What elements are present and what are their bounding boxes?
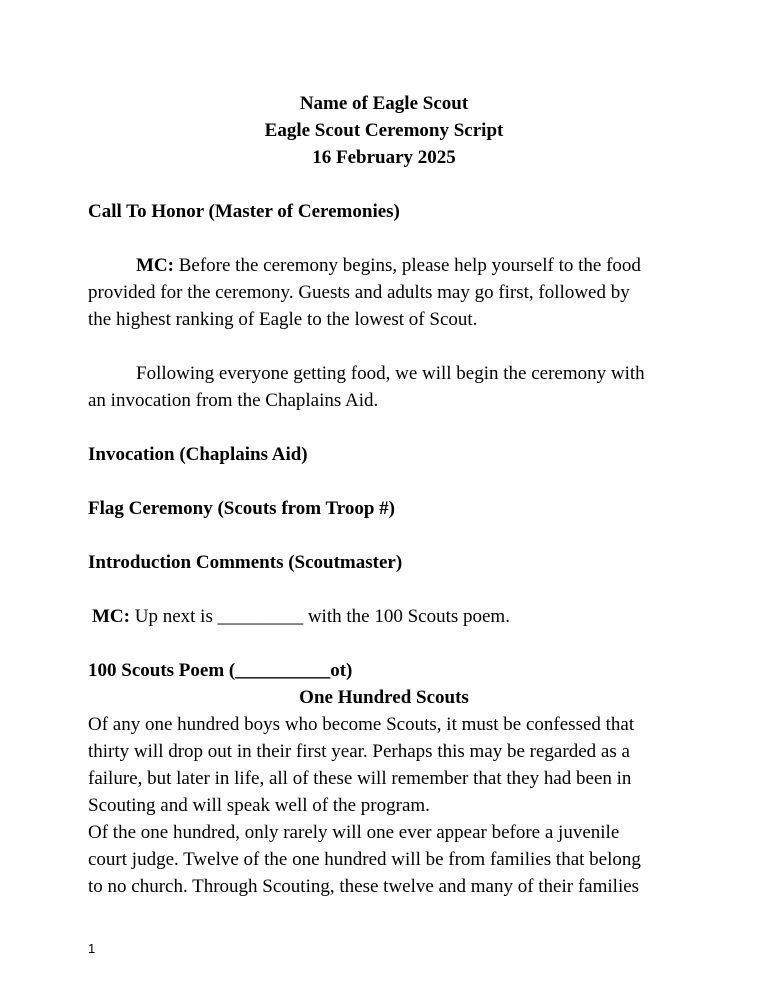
mc-label: MC: bbox=[136, 255, 174, 276]
poem-body bbox=[88, 711, 698, 900]
poem-line: thirty will drop out in their first year. Perhaps this may be regarded as a bbox=[88, 741, 630, 762]
mc-up-next-text: Up next is _________ with the 100 Scouts poem. bbox=[129, 606, 510, 627]
document-date: 16 February 2025 bbox=[312, 147, 456, 168]
document-header bbox=[0, 90, 768, 171]
document-title: Eagle Scout Ceremony Script bbox=[264, 120, 504, 141]
poem-line: Of any one hundred boys who become Scouts, it must be confessed that bbox=[88, 714, 635, 735]
following-paragraph bbox=[88, 360, 698, 414]
paragraph-line: Following everyone getting food, we will begin the ceremony with bbox=[136, 363, 645, 384]
poem-line: Scouting and will speak well of the program. bbox=[88, 795, 430, 816]
heading-invocation: Invocation (Chaplains Aid) bbox=[88, 444, 308, 465]
poem-title: One Hundred Scouts bbox=[299, 687, 469, 708]
scout-name: Name of Eagle Scout bbox=[299, 93, 469, 114]
paragraph-line: Before the ceremony begins, please help yourself to the food bbox=[173, 255, 641, 276]
paragraph-line: the highest ranking of Eagle to the lowest of Scout. bbox=[88, 309, 478, 330]
heading-call-to-honor: Call To Honor (Master of Ceremonies) bbox=[88, 201, 400, 222]
poem-line: failure, but later in life, all of these will remember that they had been in bbox=[88, 768, 632, 789]
poem-line: court judge. Twelve of the one hundred will be from families that belong bbox=[88, 849, 641, 870]
mc-up-next-line bbox=[92, 603, 702, 630]
paragraph-line: an invocation from the Chaplains Aid. bbox=[88, 390, 379, 411]
page-number: 1 bbox=[88, 941, 96, 956]
poem-line: Of the one hundred, only rarely will one ever appear before a juvenile bbox=[88, 822, 620, 843]
mc-label: MC: bbox=[92, 606, 130, 627]
heading-introduction: Introduction Comments (Scoutmaster) bbox=[88, 552, 403, 573]
mc-intro-paragraph bbox=[88, 252, 698, 333]
paragraph-line: provided for the ceremony. Guests and adults may go first, followed by bbox=[88, 282, 630, 303]
heading-poem: 100 Scouts Poem (__________ot) bbox=[88, 660, 353, 681]
poem-line: to no church. Through Scouting, these twelve and many of their families bbox=[88, 876, 640, 897]
heading-flag-ceremony: Flag Ceremony (Scouts from Troop #) bbox=[88, 498, 395, 519]
